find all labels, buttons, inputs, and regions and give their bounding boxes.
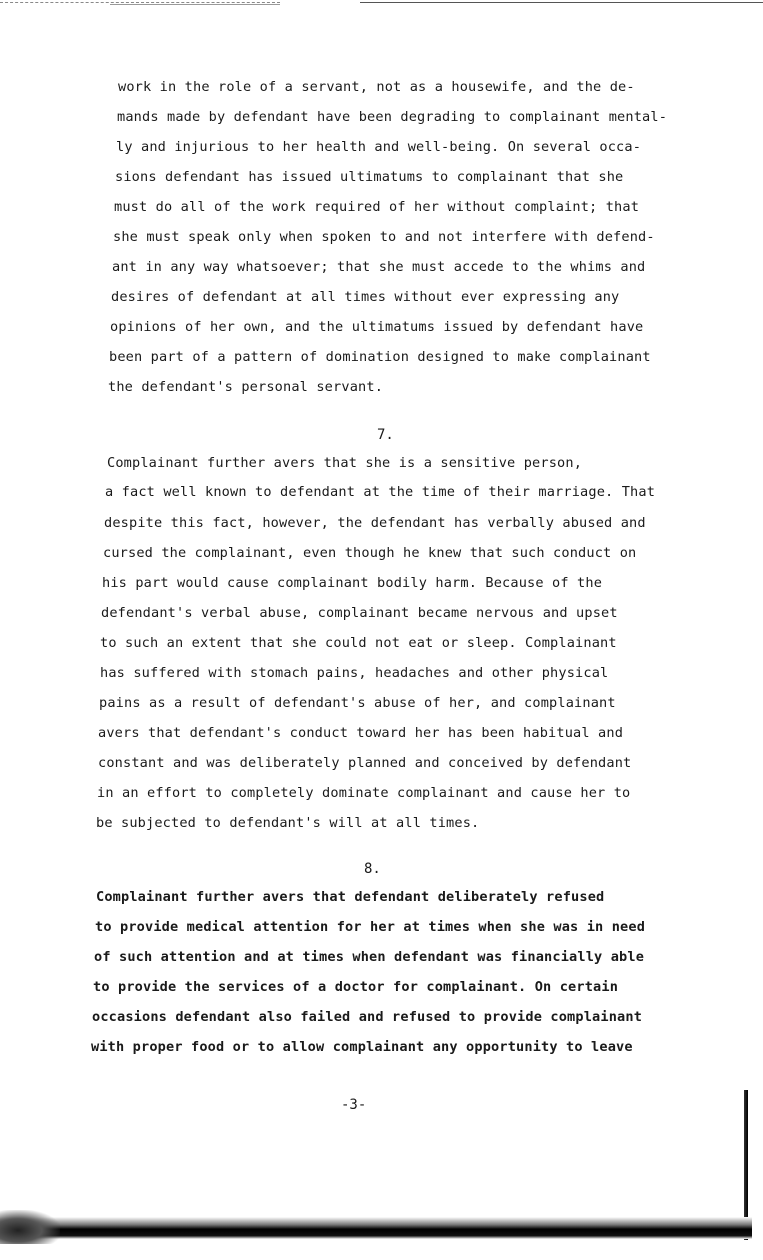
text-line: with proper food or to allow complainant any opportunity to leave <box>91 1039 633 1055</box>
top-border-dashed <box>0 2 280 3</box>
section-8-number: 8. <box>364 861 381 877</box>
text-line: the defendant's personal servant. <box>108 379 384 395</box>
scan-smudge <box>0 1210 60 1244</box>
text-line: has suffered with stomach pains, headaches and other physical <box>100 665 609 681</box>
scan-bottom-border <box>0 1217 752 1239</box>
top-border-faint <box>110 4 280 5</box>
text-line: be subjected to defendant's will at all times. <box>96 815 480 831</box>
text-line: cursed the complainant, even though he knew that such conduct on <box>103 545 637 561</box>
text-line: opinions of her own, and the ultimatums issued by defendant have <box>110 319 644 335</box>
text-line: pains as a result of defendant's abuse of her, and complainant <box>99 695 616 711</box>
text-line: Complainant further avers that she is a sensitive person, <box>107 455 583 471</box>
text-line: avers that defendant's conduct toward her has been habitual and <box>98 725 624 741</box>
text-line: ly and injurious to her health and well-being. On several occa- <box>116 139 642 155</box>
text-line: mands made by defendant have been degrading to complainant mental- <box>117 109 668 125</box>
text-line: to provide the services of a doctor for complainant. On certain <box>93 979 619 995</box>
page-number: -3- <box>341 1097 367 1113</box>
text-line: been part of a pattern of domination designed to make complainant <box>109 349 651 365</box>
text-line: sions defendant has issued ultimatums to complainant that she <box>115 169 624 185</box>
text-line: in an effort to completely dominate complainant and cause her to <box>97 785 631 801</box>
top-border-solid <box>360 2 763 3</box>
text-line: of such attention and at times when defendant was financially able <box>94 949 645 965</box>
text-line: to such an extent that she could not eat or sleep. Complainant <box>100 635 617 651</box>
text-line: Complainant further avers that defendant deliberately refused <box>96 889 605 905</box>
text-line: must do all of the work required of her without complaint; that <box>114 199 640 215</box>
text-line: defendant's verbal abuse, complainant became nervous and upset <box>101 605 618 621</box>
text-line: occasions defendant also failed and refused to provide complainant <box>92 1009 643 1025</box>
section-7-number: 7. <box>377 427 394 443</box>
text-line: constant and was deliberately planned and conceived by defendant <box>98 755 632 771</box>
text-line: despite this fact, however, the defendant has verbally abused and <box>104 515 646 531</box>
text-line: his part would cause complainant bodily harm. Because of the <box>102 575 603 591</box>
text-line: she must speak only when spoken to and not interfere with defend- <box>113 229 655 245</box>
text-line: desires of defendant at all times without ever expressing any <box>111 289 620 305</box>
text-line: to provide medical attention for her at times when she was in need <box>95 919 646 935</box>
text-line: ant in any way whatsoever; that she must accede to the whims and <box>112 259 646 275</box>
text-line: work in the role of a servant, not as a housewife, and the de- <box>118 79 635 95</box>
text-line: a fact well known to defendant at the time of their marriage. That <box>105 484 656 500</box>
